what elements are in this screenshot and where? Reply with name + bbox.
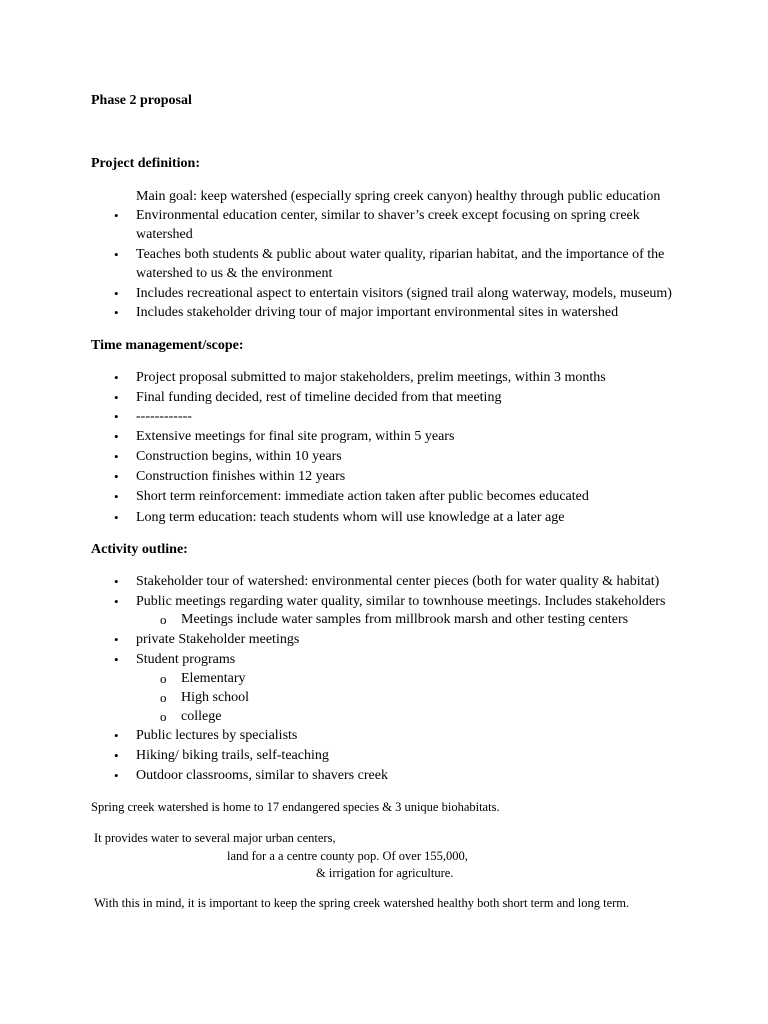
- list-item: Stakeholder tour of watershed: environmental center pieces (both for water quality & habitat): [136, 574, 660, 589]
- bullet-marker: •: [114, 510, 119, 525]
- sub-list-item: Meetings include water samples from millbrook marsh and other testing centers: [181, 612, 629, 627]
- bullet-marker: •: [114, 208, 119, 223]
- bullet-marker: •: [114, 489, 119, 504]
- bullet-marker: •: [114, 449, 119, 464]
- section-heading-time-management: Time management/scope:: [91, 338, 244, 353]
- list-item: Short term reinforcement: immediate action taken after public becomes educated: [136, 489, 589, 504]
- bullet-marker: •: [114, 286, 119, 301]
- bullet-marker: •: [114, 632, 119, 647]
- list-item: Long term education: teach students whom will use knowledge at a later age: [136, 510, 565, 525]
- bullet-marker: •: [114, 469, 119, 484]
- bullet-marker: •: [114, 594, 119, 609]
- list-item: private Stakeholder meetings: [136, 632, 300, 647]
- closing-paragraph: With this in mind, it is important to keep the spring creek watershed healthy both short term and long term.: [94, 896, 630, 910]
- bullet-marker: •: [114, 574, 119, 589]
- list-item: Includes stakeholder driving tour of major important environmental sites in watershed: [136, 305, 619, 320]
- closing-paragraph: Spring creek watershed is home to 17 endangered species & 3 unique biohabitats.: [91, 800, 500, 814]
- sub-list-item: High school: [181, 690, 250, 705]
- list-item: Includes recreational aspect to entertain visitors (signed trail along waterway, models, museum): [136, 286, 672, 301]
- list-item-continuation: watershed to us & the environment: [136, 266, 333, 281]
- bullet-marker: •: [114, 390, 119, 405]
- list-item: Public lectures by specialists: [136, 728, 298, 743]
- bullet-marker: •: [114, 748, 119, 763]
- bullet-marker: •: [114, 429, 119, 444]
- closing-paragraph: & irrigation for agriculture.: [316, 866, 454, 880]
- list-item: Project proposal submitted to major stakeholders, prelim meetings, within 3 months: [136, 370, 606, 385]
- sub-bullet-marker: o: [160, 671, 167, 686]
- list-item-continuation: watershed: [136, 227, 193, 242]
- section-heading-activity-outline: Activity outline:: [91, 542, 188, 557]
- list-item: Student programs: [136, 652, 236, 667]
- sub-bullet-marker: o: [160, 612, 167, 627]
- list-item: Construction begins, within 10 years: [136, 449, 342, 464]
- list-item: Construction finishes within 12 years: [136, 469, 346, 484]
- bullet-marker: •: [114, 409, 119, 424]
- bullet-marker: •: [114, 652, 119, 667]
- bullet-marker: •: [114, 370, 119, 385]
- list-item: Final funding decided, rest of timeline decided from that meeting: [136, 390, 502, 405]
- list-item: Teaches both students & public about water quality, riparian habitat, and the importance of the: [136, 247, 665, 262]
- sub-list-item: Elementary: [181, 671, 246, 686]
- sub-bullet-marker: o: [160, 690, 167, 705]
- bullet-marker: •: [114, 768, 119, 783]
- bullet-marker: •: [114, 728, 119, 743]
- list-item: ------------: [136, 409, 192, 424]
- closing-paragraph: It provides water to several major urban centers,: [94, 831, 336, 845]
- list-item: Environmental education center, similar to shaver’s creek except focusing on spring creek: [136, 208, 640, 223]
- main-goal-text: Main goal: keep watershed (especially spring creek canyon) healthy through public education: [136, 189, 661, 204]
- bullet-marker: •: [114, 247, 119, 262]
- list-item: Outdoor classrooms, similar to shavers creek: [136, 768, 388, 783]
- bullet-marker: •: [114, 305, 119, 320]
- list-item: Hiking/ biking trails, self-teaching: [136, 748, 329, 763]
- list-item: Public meetings regarding water quality, similar to townhouse meetings. Includes stakeholders: [136, 594, 666, 609]
- list-item: Extensive meetings for final site program, within 5 years: [136, 429, 455, 444]
- sub-bullet-marker: o: [160, 709, 167, 724]
- sub-list-item: college: [181, 709, 222, 724]
- closing-paragraph: land for a a centre county pop. Of over 155,000,: [227, 849, 468, 863]
- section-heading-project-definition: Project definition:: [91, 156, 200, 171]
- document-title: Phase 2 proposal: [91, 93, 192, 108]
